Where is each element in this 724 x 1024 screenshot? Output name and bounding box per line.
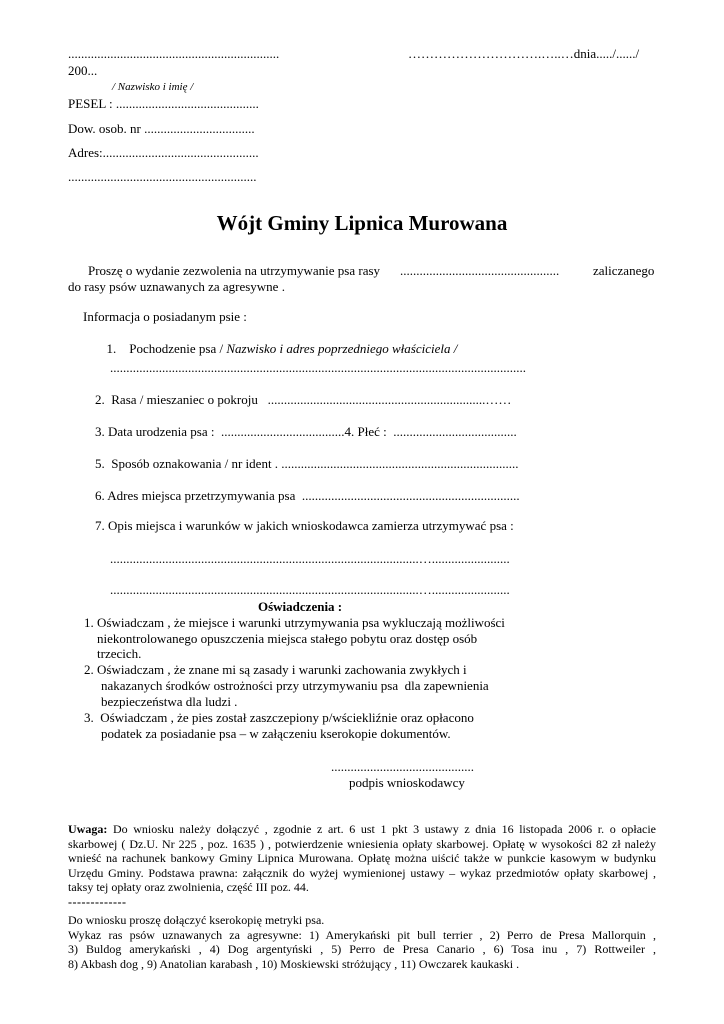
note-block (68, 822, 656, 895)
declaration-3-line-1: 3. Oświadczam , że pies został zaszczepiony p/wściekliźnie oraz opłacono (84, 710, 474, 725)
date-line: ………………………….…..…dnia...../....../ (408, 46, 640, 61)
info-item-3-4: 3. Data urodzenia psa : ......................................4. Płeć : ...................................... (95, 424, 517, 439)
breed-list-block (68, 913, 656, 971)
note-line-1: Uwaga: Do wniosku należy dołączyć , zgodnie z art. 6 ust 1 pkt 3 ustawy z dnia 16 listopada 2006 r. o opłacie (68, 822, 657, 836)
info-item-1-caption: Nazwisko i adres poprzedniego właściciela / (226, 341, 458, 356)
info-heading: Informacja o posiadanym psie : (83, 309, 247, 324)
info-item-5: 5. Sposób oznakowania / nr ident . ......................................................................... (95, 456, 519, 471)
breed-list-line-2: 3) Buldog amerykański , 4) Dog argentyński , 5) Perro de Presa Canario , 6) Tosa inu , 7) Rottweiler , (68, 942, 656, 956)
declarations-heading: Oświadczenia : (258, 599, 343, 614)
separator-dashes: ------------- (68, 895, 127, 909)
info-item-7-dots-2: ...............................................................................................…........................ (110, 582, 510, 597)
address-continuation: .......................................................... (68, 169, 257, 184)
breed-list-line-3: 8) Akbash dog , 9) Anatolian karabash , 10) Moskiewski stróżujący , 11) Owczarek kaukaski . (68, 956, 520, 971)
declaration-1-line-2: niekontrolowanego opuszczenia miejsca stałego pobytu oraz dostęp osób (97, 631, 478, 646)
id-card-line: Dow. osob. nr .................................. (68, 121, 255, 136)
declaration-1-line-1: 1. Oświadczam , że miejsce i warunki utrzymywania psa wykluczają możliwości (84, 615, 505, 630)
declaration-1-line-3: trzecich. (97, 646, 142, 661)
note-line-5: taksy tej opłaty oraz zwolnienia, część III poz. 44. (68, 880, 309, 894)
info-item-1 (100, 326, 457, 356)
info-item-6: 6. Adres miejsca przetrzymywania psa ................................................................... (95, 488, 520, 503)
request-text-end: zaliczanego (593, 263, 655, 278)
declaration-2-line-2: nakazanych środków ostrożności przy utrzymywaniu psa dla zapewnienia (101, 678, 489, 693)
year-line: 200... (68, 63, 98, 78)
signature-line: ............................................ (331, 759, 474, 774)
name-line: ................................................................. (68, 46, 280, 61)
copy-note: Do wniosku proszę dołączyć kserokopię metryki psa. (68, 913, 325, 927)
info-item-1-dots: ................................................................................................................................ (110, 360, 526, 375)
address-line: Adres:................................................ (68, 145, 259, 160)
request-text: Proszę o wydanie zezwolenia na utrzymywanie psa rasy (88, 263, 381, 278)
info-item-7-dots-1: ...............................................................................................…........................ (110, 551, 510, 566)
breed-dots: ................................................. (400, 263, 560, 278)
note-line-4: Urzędu Gminy. Podstawa prawna: załącznik do wyżej wymienionej ustawy – wykaz przedmiotów opłaty skarbowej , (68, 865, 656, 880)
info-item-1-label: 1. Pochodzenie psa / (106, 341, 227, 356)
note-label: Uwaga: (68, 822, 108, 836)
declaration-2-line-1: 2. Oświadczam , że znane mi są zasady i warunki zachowania zwykłych i (84, 662, 467, 677)
name-caption: / Nazwisko i imię / (112, 81, 194, 93)
info-item-7: 7. Opis miejsca i warunków w jakich wnioskodawca zamierza utrzymywać psa : (95, 518, 514, 533)
pesel-line: PESEL : ............................................ (68, 96, 259, 111)
declaration-3-line-2: podatek za posiadanie psa – w załączeniu kserokopie dokumentów. (101, 726, 451, 741)
breed-list-line-1: Wykaz ras psów uznawanych za agresywne: 1) Amerykański pit bull terrier , 2) Perro de Presa Mallorquin , (68, 927, 656, 942)
declaration-2-line-3: bezpieczeństwa dla ludzi . (101, 694, 238, 709)
signature-label: podpis wnioskodawcy (349, 775, 465, 790)
request-text-line2: do rasy psów uznawanych za agresywne . (68, 279, 285, 294)
note-line-3: wnieść na rachunek bankowy Gminy Lipnica Murowana. Opłatę można uiścić także w punkcie kasowym w budynku (68, 851, 656, 865)
note-line-2: skarbowej ( Dz.U. Nr 225 , poz. 1635 ) , potwierdzenie wniesienia opłaty skarbowej. Opłatę w wysokości 82 zł należy (68, 836, 656, 851)
document-title: Wójt Gminy Lipnica Murowana (216, 211, 508, 235)
info-item-2: 2. Rasa / mieszaniec o pokroju ...................................................................…… (95, 392, 512, 407)
